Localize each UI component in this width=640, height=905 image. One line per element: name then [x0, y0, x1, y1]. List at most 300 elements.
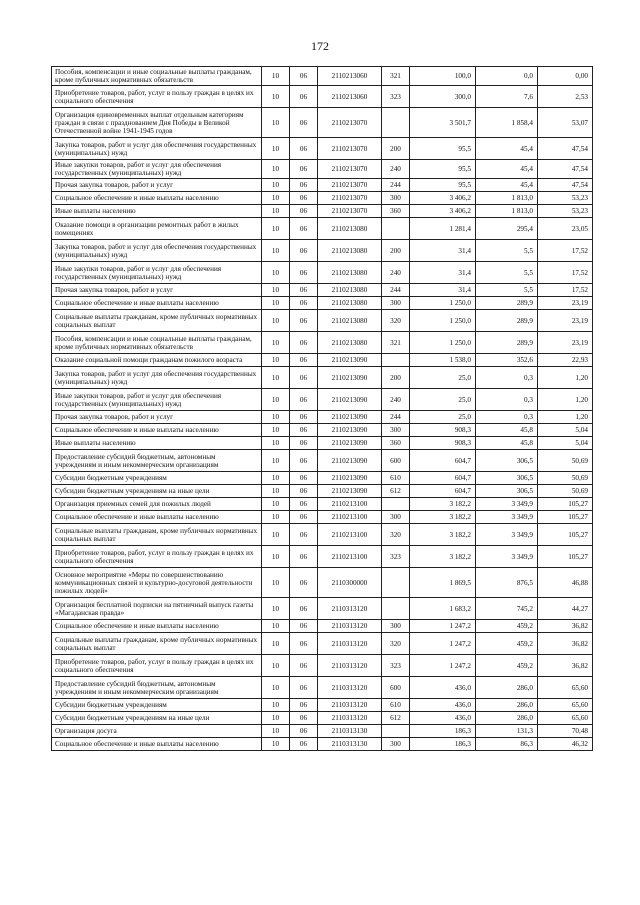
row-target-code: 2110213070	[318, 138, 382, 160]
budget-table	[51, 66, 593, 751]
row-plan-amount: 436,0	[410, 677, 476, 699]
row-expense-type	[382, 218, 410, 240]
row-section: 10	[262, 86, 290, 108]
row-target-code: 2110313130	[318, 738, 382, 751]
row-subsection: 06	[290, 633, 318, 655]
row-name: Субсидии бюджетным учреждениям	[52, 699, 262, 712]
row-name: Иные закупки товаров, работ и услуг для обеспечения государственных (муниципальных) нужд	[52, 389, 262, 411]
row-executed-amount: 295,4	[476, 218, 538, 240]
row-percent: 53,07	[538, 108, 593, 138]
row-percent: 0,00	[538, 67, 593, 86]
row-expense-type: 320	[382, 310, 410, 332]
row-expense-type: 320	[382, 633, 410, 655]
row-plan-amount: 186,3	[410, 725, 476, 738]
row-target-code: 2110300000	[318, 568, 382, 598]
row-percent: 23,05	[538, 218, 593, 240]
row-percent: 65,60	[538, 712, 593, 725]
row-plan-amount: 3 406,2	[410, 205, 476, 218]
row-subsection: 06	[290, 498, 318, 511]
row-expense-type: 610	[382, 699, 410, 712]
row-section: 10	[262, 524, 290, 546]
row-name: Прочая закупка товаров, работ и услуг	[52, 284, 262, 297]
row-executed-amount: 3 349,9	[476, 498, 538, 511]
row-subsection: 06	[290, 655, 318, 677]
row-executed-amount: 1 858,4	[476, 108, 538, 138]
table-row	[52, 240, 593, 262]
row-plan-amount: 908,3	[410, 424, 476, 437]
row-plan-amount: 31,4	[410, 284, 476, 297]
row-name: Закупка товаров, работ и услуг для обеспечения государственных (муниципальных) нужд	[52, 138, 262, 160]
row-plan-amount: 1 250,0	[410, 310, 476, 332]
row-target-code: 2110213080	[318, 218, 382, 240]
row-target-code: 2110213070	[318, 108, 382, 138]
row-plan-amount: 25,0	[410, 367, 476, 389]
table-row	[52, 354, 593, 367]
row-expense-type: 200	[382, 138, 410, 160]
row-executed-amount: 0,3	[476, 389, 538, 411]
row-subsection: 06	[290, 389, 318, 411]
row-plan-amount: 31,4	[410, 262, 476, 284]
row-name: Социальное обеспечение и иные выплаты населению	[52, 192, 262, 205]
table-row	[52, 738, 593, 751]
row-name: Пособия, компенсации и иные социальные выплаты гражданам, кроме публичных нормативных обязательств	[52, 332, 262, 354]
row-name: Социальное обеспечение и иные выплаты населению	[52, 511, 262, 524]
row-executed-amount: 45,4	[476, 138, 538, 160]
row-subsection: 06	[290, 511, 318, 524]
row-subsection: 06	[290, 86, 318, 108]
row-name: Организация приемных семей для пожилых людей	[52, 498, 262, 511]
row-section: 10	[262, 108, 290, 138]
row-percent: 36,82	[538, 655, 593, 677]
row-plan-amount: 1 250,0	[410, 332, 476, 354]
row-plan-amount: 3 182,2	[410, 511, 476, 524]
row-expense-type	[382, 568, 410, 598]
table-row	[52, 498, 593, 511]
row-expense-type: 612	[382, 712, 410, 725]
row-plan-amount: 31,4	[410, 240, 476, 262]
row-target-code: 2110213060	[318, 86, 382, 108]
row-target-code: 2110313120	[318, 712, 382, 725]
row-executed-amount: 289,9	[476, 310, 538, 332]
row-executed-amount: 306,5	[476, 450, 538, 472]
row-subsection: 06	[290, 437, 318, 450]
row-plan-amount: 1 250,0	[410, 297, 476, 310]
row-target-code: 2110313120	[318, 655, 382, 677]
row-subsection: 06	[290, 284, 318, 297]
row-target-code: 2110213080	[318, 297, 382, 310]
row-subsection: 06	[290, 138, 318, 160]
row-plan-amount: 3 182,2	[410, 498, 476, 511]
row-percent: 36,82	[538, 633, 593, 655]
row-plan-amount: 100,0	[410, 67, 476, 86]
row-section: 10	[262, 179, 290, 192]
row-expense-type: 240	[382, 160, 410, 179]
row-name: Организация досуга	[52, 725, 262, 738]
row-percent: 105,27	[538, 546, 593, 568]
row-executed-amount: 131,3	[476, 725, 538, 738]
row-target-code: 2110213080	[318, 310, 382, 332]
row-section: 10	[262, 598, 290, 620]
row-subsection: 06	[290, 262, 318, 284]
row-name: Предоставление субсидий бюджетным, автономным учреждениям и иным некоммерческим организациям	[52, 677, 262, 699]
row-expense-type: 244	[382, 284, 410, 297]
row-section: 10	[262, 389, 290, 411]
row-subsection: 06	[290, 108, 318, 138]
row-executed-amount: 45,4	[476, 160, 538, 179]
row-name: Социальное обеспечение и иные выплаты населению	[52, 620, 262, 633]
row-section: 10	[262, 205, 290, 218]
row-target-code: 2110313120	[318, 677, 382, 699]
table-row	[52, 511, 593, 524]
table-row	[52, 160, 593, 179]
row-subsection: 06	[290, 205, 318, 218]
row-subsection: 06	[290, 598, 318, 620]
row-expense-type: 323	[382, 86, 410, 108]
row-percent: 47,54	[538, 138, 593, 160]
row-plan-amount: 1 869,5	[410, 568, 476, 598]
row-subsection: 06	[290, 712, 318, 725]
table-row	[52, 485, 593, 498]
table-row	[52, 179, 593, 192]
row-plan-amount: 1 538,0	[410, 354, 476, 367]
row-plan-amount: 1 247,2	[410, 633, 476, 655]
table-row	[52, 86, 593, 108]
row-executed-amount: 286,0	[476, 712, 538, 725]
row-expense-type: 600	[382, 450, 410, 472]
row-section: 10	[262, 297, 290, 310]
row-name: Оказание помощи в организации ремонтных работ в жилых помещениях	[52, 218, 262, 240]
row-section: 10	[262, 546, 290, 568]
row-plan-amount: 908,3	[410, 437, 476, 450]
row-percent: 23,19	[538, 332, 593, 354]
row-section: 10	[262, 472, 290, 485]
row-plan-amount: 1 247,2	[410, 655, 476, 677]
row-target-code: 2110213080	[318, 240, 382, 262]
row-subsection: 06	[290, 738, 318, 751]
row-section: 10	[262, 424, 290, 437]
table-row	[52, 205, 593, 218]
row-percent: 70,48	[538, 725, 593, 738]
table-row	[52, 67, 593, 86]
table-row	[52, 450, 593, 472]
row-executed-amount: 352,6	[476, 354, 538, 367]
row-expense-type	[382, 498, 410, 511]
row-subsection: 06	[290, 546, 318, 568]
table-row	[52, 138, 593, 160]
row-subsection: 06	[290, 472, 318, 485]
row-subsection: 06	[290, 240, 318, 262]
row-executed-amount: 289,9	[476, 297, 538, 310]
table-row	[52, 472, 593, 485]
row-section: 10	[262, 411, 290, 424]
row-plan-amount: 3 182,2	[410, 524, 476, 546]
row-expense-type	[382, 725, 410, 738]
row-expense-type: 323	[382, 655, 410, 677]
row-executed-amount: 876,5	[476, 568, 538, 598]
row-percent: 17,52	[538, 262, 593, 284]
row-expense-type: 300	[382, 738, 410, 751]
row-expense-type: 323	[382, 546, 410, 568]
row-target-code: 2110213090	[318, 424, 382, 437]
table-row	[52, 598, 593, 620]
row-target-code: 2110213090	[318, 485, 382, 498]
row-name: Приобретение товаров, работ, услуг в пользу граждан в целях их социального обеспечения	[52, 655, 262, 677]
row-section: 10	[262, 354, 290, 367]
table-row	[52, 568, 593, 598]
row-subsection: 06	[290, 725, 318, 738]
row-executed-amount: 306,5	[476, 472, 538, 485]
row-executed-amount: 5,5	[476, 262, 538, 284]
row-target-code: 2110213090	[318, 354, 382, 367]
row-percent: 17,52	[538, 284, 593, 297]
row-expense-type	[382, 354, 410, 367]
row-percent: 1,20	[538, 411, 593, 424]
row-plan-amount: 300,0	[410, 86, 476, 108]
row-name: Основное мероприятие «Меры по совершенствованию коммуникационных связей и культурно-досуговой деятельности пожилых людей»	[52, 568, 262, 598]
row-subsection: 06	[290, 367, 318, 389]
row-percent: 1,20	[538, 367, 593, 389]
row-name: Социальные выплаты гражданам, кроме публичных нормативных социальных выплат	[52, 524, 262, 546]
row-expense-type: 200	[382, 367, 410, 389]
row-subsection: 06	[290, 160, 318, 179]
row-expense-type: 360	[382, 205, 410, 218]
row-subsection: 06	[290, 411, 318, 424]
row-section: 10	[262, 310, 290, 332]
row-executed-amount: 7,6	[476, 86, 538, 108]
row-expense-type: 300	[382, 511, 410, 524]
row-target-code: 2110213100	[318, 546, 382, 568]
row-expense-type: 200	[382, 240, 410, 262]
row-percent: 50,69	[538, 450, 593, 472]
row-percent: 23,19	[538, 310, 593, 332]
row-subsection: 06	[290, 677, 318, 699]
row-expense-type: 612	[382, 485, 410, 498]
row-section: 10	[262, 633, 290, 655]
row-target-code: 2110213090	[318, 450, 382, 472]
row-plan-amount: 3 501,7	[410, 108, 476, 138]
row-subsection: 06	[290, 524, 318, 546]
row-target-code: 2110213070	[318, 205, 382, 218]
row-name: Прочая закупка товаров, работ и услуг	[52, 179, 262, 192]
row-executed-amount: 0,3	[476, 367, 538, 389]
table-row	[52, 677, 593, 699]
row-expense-type: 300	[382, 424, 410, 437]
row-subsection: 06	[290, 192, 318, 205]
row-subsection: 06	[290, 310, 318, 332]
row-percent: 105,27	[538, 524, 593, 546]
table-row	[52, 524, 593, 546]
row-executed-amount: 5,5	[476, 240, 538, 262]
row-percent: 65,60	[538, 699, 593, 712]
row-section: 10	[262, 67, 290, 86]
row-name: Закупка товаров, работ и услуг для обеспечения государственных (муниципальных) нужд	[52, 240, 262, 262]
row-section: 10	[262, 138, 290, 160]
row-target-code: 2110213070	[318, 192, 382, 205]
row-name: Иные закупки товаров, работ и услуг для обеспечения государственных (муниципальных) нужд	[52, 262, 262, 284]
row-plan-amount: 604,7	[410, 450, 476, 472]
row-plan-amount: 95,5	[410, 179, 476, 192]
row-plan-amount: 1 247,2	[410, 620, 476, 633]
row-percent: 17,52	[538, 240, 593, 262]
table-row	[52, 284, 593, 297]
row-target-code: 2110213090	[318, 472, 382, 485]
row-section: 10	[262, 437, 290, 450]
row-target-code: 2110213090	[318, 437, 382, 450]
row-percent: 2,53	[538, 86, 593, 108]
row-percent: 50,69	[538, 485, 593, 498]
row-name: Пособия, компенсации и иные социальные выплаты гражданам, кроме публичных нормативных обязательств	[52, 67, 262, 86]
row-section: 10	[262, 677, 290, 699]
row-percent: 50,69	[538, 472, 593, 485]
row-plan-amount: 25,0	[410, 389, 476, 411]
row-name: Иные выплаты населению	[52, 437, 262, 450]
table-row	[52, 389, 593, 411]
row-section: 10	[262, 511, 290, 524]
row-expense-type: 244	[382, 411, 410, 424]
row-subsection: 06	[290, 424, 318, 437]
row-executed-amount: 286,0	[476, 677, 538, 699]
row-plan-amount: 436,0	[410, 712, 476, 725]
row-name: Оказание социальной помощи гражданам пожилого возраста	[52, 354, 262, 367]
row-percent: 53,23	[538, 205, 593, 218]
table-row	[52, 699, 593, 712]
row-section: 10	[262, 218, 290, 240]
row-section: 10	[262, 712, 290, 725]
row-executed-amount: 1 813,0	[476, 192, 538, 205]
row-section: 10	[262, 699, 290, 712]
table-row	[52, 411, 593, 424]
row-executed-amount: 45,8	[476, 424, 538, 437]
row-expense-type: 321	[382, 67, 410, 86]
row-section: 10	[262, 620, 290, 633]
row-executed-amount: 745,2	[476, 598, 538, 620]
row-section: 10	[262, 240, 290, 262]
row-subsection: 06	[290, 297, 318, 310]
row-percent: 46,32	[538, 738, 593, 751]
row-target-code: 2110313120	[318, 620, 382, 633]
row-target-code: 2110213090	[318, 411, 382, 424]
row-percent: 5,04	[538, 437, 593, 450]
row-target-code: 2110313120	[318, 598, 382, 620]
row-expense-type: 360	[382, 437, 410, 450]
row-section: 10	[262, 725, 290, 738]
row-subsection: 06	[290, 450, 318, 472]
row-section: 10	[262, 367, 290, 389]
table-row	[52, 262, 593, 284]
row-target-code: 2110213090	[318, 367, 382, 389]
row-name: Социальное обеспечение и иные выплаты населению	[52, 738, 262, 751]
row-name: Субсидии бюджетным учреждениям на иные цели	[52, 485, 262, 498]
row-plan-amount: 604,7	[410, 485, 476, 498]
row-plan-amount: 1 683,2	[410, 598, 476, 620]
row-expense-type: 610	[382, 472, 410, 485]
row-expense-type: 321	[382, 332, 410, 354]
row-subsection: 06	[290, 699, 318, 712]
row-expense-type: 244	[382, 179, 410, 192]
row-target-code: 2110313120	[318, 633, 382, 655]
row-percent: 36,82	[538, 620, 593, 633]
row-percent: 53,23	[538, 192, 593, 205]
row-expense-type: 240	[382, 262, 410, 284]
row-name: Иные выплаты населению	[52, 205, 262, 218]
row-expense-type: 300	[382, 297, 410, 310]
row-subsection: 06	[290, 485, 318, 498]
row-executed-amount: 86,3	[476, 738, 538, 751]
row-section: 10	[262, 450, 290, 472]
row-name: Социальные выплаты гражданам, кроме публичных нормативных социальных выплат	[52, 310, 262, 332]
table-row	[52, 218, 593, 240]
row-plan-amount: 3 182,2	[410, 546, 476, 568]
row-expense-type: 240	[382, 389, 410, 411]
row-subsection: 06	[290, 620, 318, 633]
row-name: Приобретение товаров, работ, услуг в пользу граждан в целях их социального обеспечения	[52, 546, 262, 568]
row-plan-amount: 95,5	[410, 138, 476, 160]
table-row	[52, 437, 593, 450]
table-row	[52, 655, 593, 677]
row-section: 10	[262, 738, 290, 751]
row-executed-amount: 45,4	[476, 179, 538, 192]
row-plan-amount: 3 406,2	[410, 192, 476, 205]
table-row	[52, 725, 593, 738]
table-row	[52, 297, 593, 310]
row-percent: 105,27	[538, 498, 593, 511]
row-subsection: 06	[290, 354, 318, 367]
row-name: Социальные выплаты гражданам, кроме публичных нормативных социальных выплат	[52, 633, 262, 655]
row-executed-amount: 306,5	[476, 485, 538, 498]
row-executed-amount: 286,0	[476, 699, 538, 712]
row-percent: 47,54	[538, 179, 593, 192]
table-row	[52, 108, 593, 138]
row-executed-amount: 1 813,0	[476, 205, 538, 218]
row-percent: 65,60	[538, 677, 593, 699]
page-number: 172	[311, 39, 329, 53]
table-body	[52, 67, 593, 751]
table-row	[52, 620, 593, 633]
row-expense-type	[382, 108, 410, 138]
row-percent: 1,20	[538, 389, 593, 411]
row-target-code: 2110213070	[318, 179, 382, 192]
row-plan-amount: 604,7	[410, 472, 476, 485]
row-executed-amount: 459,2	[476, 655, 538, 677]
row-subsection: 06	[290, 179, 318, 192]
row-expense-type: 320	[382, 524, 410, 546]
row-section: 10	[262, 485, 290, 498]
row-target-code: 2110313130	[318, 725, 382, 738]
row-executed-amount: 0,3	[476, 411, 538, 424]
row-target-code: 2110213090	[318, 389, 382, 411]
row-percent: 46,88	[538, 568, 593, 598]
table-row	[52, 424, 593, 437]
row-target-code: 2110213100	[318, 524, 382, 546]
row-name: Предоставление субсидий бюджетным, автономным учреждениям и иным некоммерческим организациям	[52, 450, 262, 472]
row-executed-amount: 459,2	[476, 620, 538, 633]
table-row	[52, 310, 593, 332]
row-section: 10	[262, 568, 290, 598]
row-subsection: 06	[290, 332, 318, 354]
row-executed-amount: 3 349,9	[476, 511, 538, 524]
row-subsection: 06	[290, 218, 318, 240]
row-target-code: 2110213100	[318, 498, 382, 511]
row-plan-amount: 25,0	[410, 411, 476, 424]
row-plan-amount: 95,5	[410, 160, 476, 179]
row-plan-amount: 186,3	[410, 738, 476, 751]
row-section: 10	[262, 262, 290, 284]
row-target-code: 2110213080	[318, 262, 382, 284]
table-row	[52, 367, 593, 389]
row-name: Организация бесплатной подписки на пятничный выпуск газеты «Магаданская правда»	[52, 598, 262, 620]
row-percent: 23,19	[538, 297, 593, 310]
row-name: Субсидии бюджетным учреждениям на иные цели	[52, 712, 262, 725]
